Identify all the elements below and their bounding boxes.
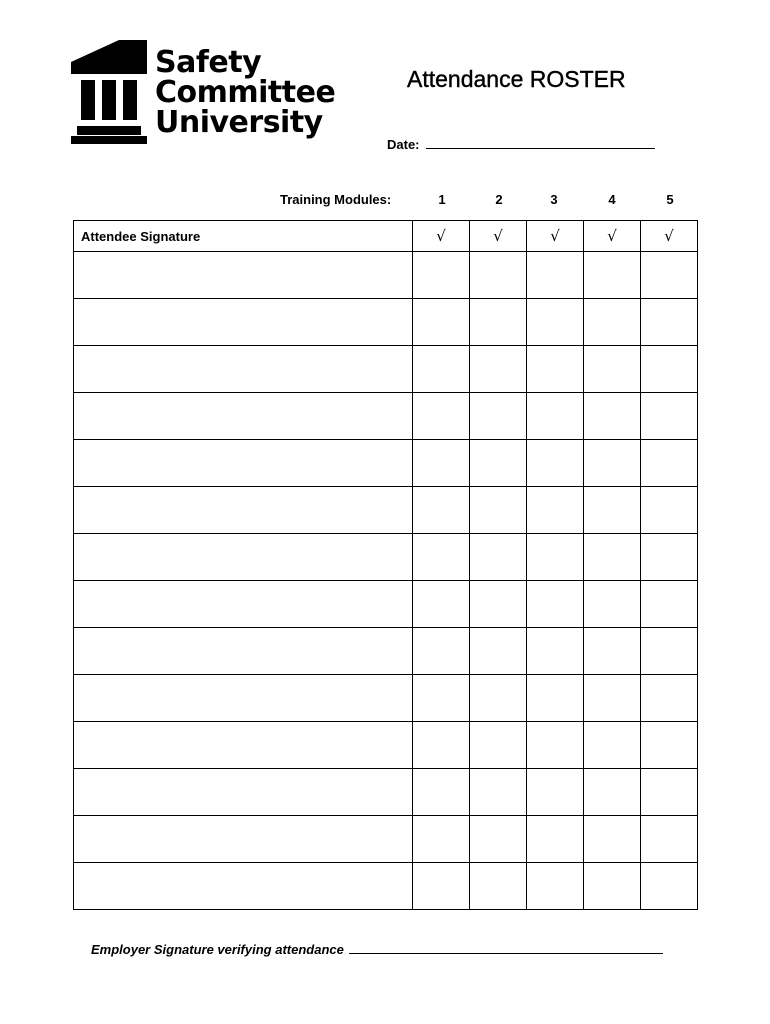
module-number-3: 3 bbox=[550, 192, 558, 207]
module-5-check-cell[interactable] bbox=[641, 581, 698, 628]
module-2-check-cell[interactable] bbox=[470, 487, 527, 534]
module-2-check-cell[interactable] bbox=[470, 816, 527, 863]
module-4-check-cell[interactable] bbox=[584, 769, 641, 816]
attendance-table-body bbox=[74, 221, 698, 910]
date-input-line[interactable] bbox=[426, 138, 655, 149]
table-row bbox=[74, 440, 698, 487]
training-modules-label: Training Modules: bbox=[280, 192, 392, 207]
module-2-check-cell[interactable] bbox=[470, 628, 527, 675]
module-5-check-cell[interactable] bbox=[641, 534, 698, 581]
module-5-check-cell[interactable] bbox=[641, 393, 698, 440]
logo-line-committee: Committee bbox=[155, 75, 336, 110]
table-header-row bbox=[74, 221, 698, 252]
table-row bbox=[74, 487, 698, 534]
module-1-check-cell[interactable] bbox=[413, 816, 470, 863]
module-2-check-cell[interactable] bbox=[470, 393, 527, 440]
module-5-check-cell[interactable] bbox=[641, 769, 698, 816]
module-1-check-cell[interactable] bbox=[413, 299, 470, 346]
module-4-check-cell[interactable] bbox=[584, 252, 641, 299]
module-2-check-cell[interactable] bbox=[470, 252, 527, 299]
attendee-signature-cell[interactable] bbox=[74, 722, 413, 769]
module-5-check-cell[interactable] bbox=[641, 863, 698, 910]
attendee-signature-cell[interactable] bbox=[74, 816, 413, 863]
date-label: Date: bbox=[387, 137, 420, 152]
module-2-check-cell[interactable] bbox=[470, 346, 527, 393]
table-row bbox=[74, 816, 698, 863]
module-3-check-cell[interactable] bbox=[527, 534, 584, 581]
module-2-check-cell[interactable] bbox=[470, 299, 527, 346]
module-number-1: 1 bbox=[438, 192, 446, 207]
module-4-check-cell[interactable] bbox=[584, 863, 641, 910]
module-1-check-cell[interactable] bbox=[413, 534, 470, 581]
module-4-check-cell[interactable] bbox=[584, 534, 641, 581]
module-3-check-cell[interactable] bbox=[527, 393, 584, 440]
module-2-check-cell[interactable] bbox=[470, 769, 527, 816]
module-5-check-cell[interactable] bbox=[641, 628, 698, 675]
module-3-check-cell[interactable] bbox=[527, 299, 584, 346]
logo-line-safety: Safety bbox=[155, 45, 262, 80]
module-1-check-cell[interactable] bbox=[413, 675, 470, 722]
module-4-check-cell[interactable] bbox=[584, 628, 641, 675]
table-row bbox=[74, 346, 698, 393]
module-1-check-cell[interactable] bbox=[413, 440, 470, 487]
module-3-check-cell[interactable] bbox=[527, 628, 584, 675]
table-row bbox=[74, 534, 698, 581]
table-row bbox=[74, 252, 698, 299]
check-mark-header-3: √ bbox=[527, 221, 584, 252]
module-number-4: 4 bbox=[608, 192, 616, 207]
module-1-check-cell[interactable] bbox=[413, 581, 470, 628]
check-mark-header-5: √ bbox=[641, 221, 698, 252]
module-1-check-cell[interactable] bbox=[413, 628, 470, 675]
module-2-check-cell[interactable] bbox=[470, 863, 527, 910]
employer-signature-line[interactable] bbox=[349, 943, 663, 954]
module-4-check-cell[interactable] bbox=[584, 816, 641, 863]
module-2-check-cell[interactable] bbox=[470, 581, 527, 628]
employer-signature-row bbox=[91, 942, 663, 957]
module-number-5: 5 bbox=[666, 192, 674, 207]
table-row bbox=[74, 628, 698, 675]
module-5-check-cell[interactable] bbox=[641, 487, 698, 534]
attendee-signature-cell[interactable] bbox=[74, 863, 413, 910]
check-mark-header-1: √ bbox=[413, 221, 470, 252]
module-1-check-cell[interactable] bbox=[413, 769, 470, 816]
module-1-check-cell[interactable] bbox=[413, 722, 470, 769]
module-3-check-cell[interactable] bbox=[527, 675, 584, 722]
attendee-signature-cell[interactable] bbox=[74, 628, 413, 675]
module-5-check-cell[interactable] bbox=[641, 440, 698, 487]
table-row bbox=[74, 581, 698, 628]
attendee-signature-cell[interactable] bbox=[74, 769, 413, 816]
module-1-check-cell[interactable] bbox=[413, 346, 470, 393]
table-row bbox=[74, 675, 698, 722]
attendee-signature-cell[interactable] bbox=[74, 487, 413, 534]
module-4-check-cell[interactable] bbox=[584, 440, 641, 487]
logo-line-university: University bbox=[155, 105, 323, 140]
attendee-signature-header: Attendee Signature bbox=[74, 221, 413, 252]
attendee-signature-cell[interactable] bbox=[74, 346, 413, 393]
table-row bbox=[74, 863, 698, 910]
courthouse-icon bbox=[71, 40, 147, 144]
date-row bbox=[387, 137, 655, 152]
module-3-check-cell[interactable] bbox=[527, 769, 584, 816]
module-4-check-cell[interactable] bbox=[584, 487, 641, 534]
module-4-check-cell[interactable] bbox=[584, 393, 641, 440]
check-mark-header-2: √ bbox=[470, 221, 527, 252]
module-3-check-cell[interactable] bbox=[527, 252, 584, 299]
table-row bbox=[74, 299, 698, 346]
attendee-signature-cell[interactable] bbox=[74, 534, 413, 581]
module-5-check-cell[interactable] bbox=[641, 722, 698, 769]
table-row bbox=[74, 722, 698, 769]
attendee-signature-cell[interactable] bbox=[74, 299, 413, 346]
module-5-check-cell[interactable] bbox=[641, 816, 698, 863]
module-4-check-cell[interactable] bbox=[584, 675, 641, 722]
module-1-check-cell[interactable] bbox=[413, 863, 470, 910]
module-1-check-cell[interactable] bbox=[413, 487, 470, 534]
module-5-check-cell[interactable] bbox=[641, 299, 698, 346]
module-3-check-cell[interactable] bbox=[527, 346, 584, 393]
module-3-check-cell[interactable] bbox=[527, 722, 584, 769]
module-5-check-cell[interactable] bbox=[641, 346, 698, 393]
page-title: Attendance ROSTER bbox=[407, 66, 626, 92]
logo-wordmark bbox=[155, 45, 336, 140]
module-1-check-cell[interactable] bbox=[413, 393, 470, 440]
module-3-check-cell[interactable] bbox=[527, 581, 584, 628]
table-row bbox=[74, 393, 698, 440]
module-3-check-cell[interactable] bbox=[527, 487, 584, 534]
attendee-signature-cell[interactable] bbox=[74, 440, 413, 487]
employer-signature-label: Employer Signature verifying attendance bbox=[91, 942, 344, 957]
attendee-signature-cell[interactable] bbox=[74, 581, 413, 628]
module-2-check-cell[interactable] bbox=[470, 675, 527, 722]
module-4-check-cell[interactable] bbox=[584, 722, 641, 769]
module-number-2: 2 bbox=[495, 192, 503, 207]
table-row bbox=[74, 769, 698, 816]
module-4-check-cell[interactable] bbox=[584, 299, 641, 346]
attendance-table bbox=[73, 220, 698, 910]
module-3-check-cell[interactable] bbox=[527, 863, 584, 910]
logo bbox=[71, 40, 351, 152]
module-2-check-cell[interactable] bbox=[470, 534, 527, 581]
module-4-check-cell[interactable] bbox=[584, 581, 641, 628]
module-5-check-cell[interactable] bbox=[641, 252, 698, 299]
module-5-check-cell[interactable] bbox=[641, 675, 698, 722]
module-3-check-cell[interactable] bbox=[527, 440, 584, 487]
module-3-check-cell[interactable] bbox=[527, 816, 584, 863]
attendee-signature-cell[interactable] bbox=[74, 393, 413, 440]
module-2-check-cell[interactable] bbox=[470, 440, 527, 487]
attendee-signature-cell[interactable] bbox=[74, 675, 413, 722]
attendee-signature-cell[interactable] bbox=[74, 252, 413, 299]
module-4-check-cell[interactable] bbox=[584, 346, 641, 393]
module-1-check-cell[interactable] bbox=[413, 252, 470, 299]
module-2-check-cell[interactable] bbox=[470, 722, 527, 769]
check-mark-header-4: √ bbox=[584, 221, 641, 252]
